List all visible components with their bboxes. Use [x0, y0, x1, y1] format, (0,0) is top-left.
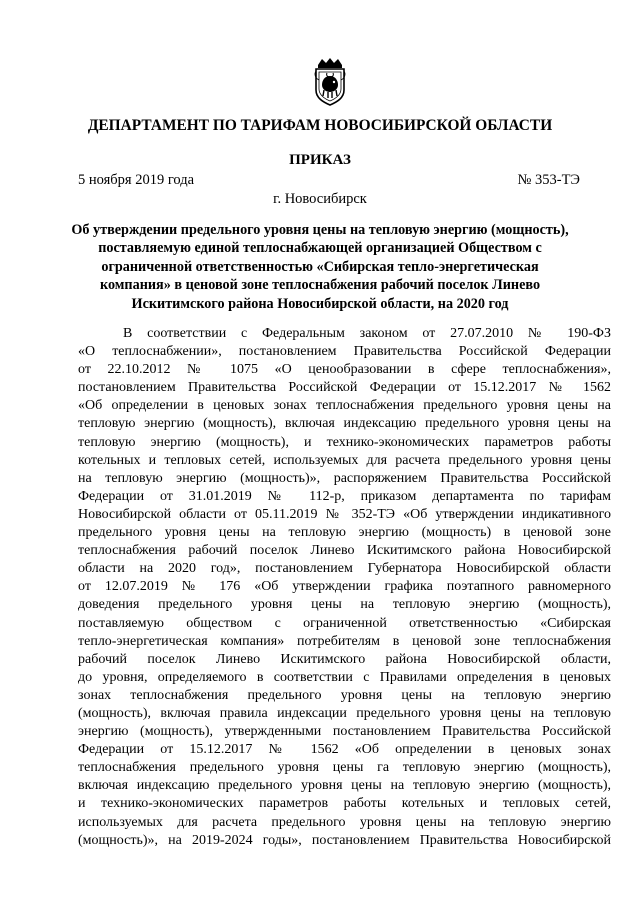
body-line: В соответствии с Федеральным законом от 27.07.2010 № 190-ФЗ: [123, 326, 611, 341]
body-line: тепловую энергию (мощность), и технико-экономических параметров работы: [78, 434, 611, 450]
body-line: постановлением Правительства Российской Федерации от 15.12.2017 № 1562: [78, 380, 611, 396]
order-title: ПРИКАЗ: [289, 152, 351, 168]
body-line: используемых для расчета предельного уровня цены на тепловую энергию: [78, 814, 611, 830]
body-line: котельных и тепловых сетей, используемых для расчета предельного уровня цены: [78, 452, 611, 468]
subject-line: ограниченной ответственностью «Сибирская тепло-энергетическая: [101, 258, 539, 275]
body-line: энергию (мощность), утвержденными постановлением Правительства Российской: [78, 724, 611, 740]
body-line: теплоснабжения рабочий поселок Линево Искитимского района Новосибирской: [78, 543, 611, 559]
order-body-text: [78, 325, 611, 850]
subject-line: Об утверждении предельного уровня цены на тепловую энергию (мощность),: [71, 222, 569, 238]
body-line: и технико-экономических параметров работы котельных и тепловых сетей,: [78, 796, 611, 812]
body-line: «О теплоснабжении», постановлением Правительства Российской Федерации: [78, 344, 611, 360]
body-line: от 22.10.2012 № 1075 «О ценообразовании в сфере теплоснабжения»,: [78, 362, 611, 378]
body-line: области на 2020 год», постановлением Губернатора Новосибирской области: [78, 561, 611, 577]
body-line: на тепловую энергию (мощность)», распоряжением Правительства Российской: [78, 470, 611, 486]
body-line: от 12.07.2019 № 176 «Об утверждении графика поэтапного равномерного: [78, 579, 611, 595]
body-line: доведения предельного уровня цены на тепловую энергию (мощность),: [78, 597, 611, 613]
body-line: тепло-энергетическая компания» потребителям в ценовой зоне теплоснабжения: [78, 633, 611, 649]
body-line: Федерации от 15.12.2017 № 1562 «Об определении в ценовых зонах: [78, 742, 611, 758]
order-date: 5 ноября 2019 года: [78, 172, 195, 188]
body-line: тепловую энергию (мощность), включая индексацию предельного уровня цены на: [78, 416, 611, 432]
body-line: предельного уровня цены на тепловую энергию (мощность) в ценовой зоне: [78, 525, 611, 541]
body-line: зонах теплоснабжения предельного уровня цены на тепловую энергию: [78, 687, 611, 703]
body-line: (мощность)», на 2019-2024 годы», постановлением Правительства Новосибирской: [78, 832, 611, 848]
body-line: включая индексацию предельного уровня цены на тепловую энергию (мощность),: [78, 778, 611, 794]
body-line: (мощность), включая правила индексации предельного уровня цены на тепловую: [78, 705, 611, 721]
subject-line: компания» в ценовой зоне теплоснабжения рабочий поселок Линево: [99, 277, 541, 294]
body-line: теплоснабжения предельного уровня цены га тепловую энергию (мощность),: [78, 760, 611, 776]
department-heading: ДЕПАРТАМЕНТ ПО ТАРИФАМ НОВОСИБИРСКОЙ ОБЛАСТИ: [87, 117, 553, 134]
subject-line: поставляемую единой теплоснабжающей организацией Обществом с: [98, 240, 542, 257]
body-line: поставляемую обществом с ограниченной ответственностью «Сибирская: [78, 615, 611, 631]
order-subject: [70, 221, 570, 313]
order-city: г. Новосибирск: [273, 191, 367, 207]
body-line: «Об определении в ценовых зонах теплоснабжения предельного уровня цены на: [78, 398, 611, 414]
coat-of-arms-emblem: [313, 56, 347, 106]
body-line: Новосибирской области от 05.11.2019 № 352-ТЭ «Об утверждении индикативного: [78, 506, 611, 522]
order-number: № 353-ТЭ: [517, 172, 580, 188]
body-line: Федерации от 31.01.2019 № 112-р, приказом департамента по тарифам: [78, 488, 611, 504]
body-line: до уровня, определяемого в соответствии с Правилами определения в ценовых: [78, 669, 611, 685]
subject-line: Искитимского района Новосибирской области, на 2020 год: [131, 295, 509, 312]
body-line: рабочий поселок Линево Искитимского района Новосибирской области,: [78, 651, 611, 667]
